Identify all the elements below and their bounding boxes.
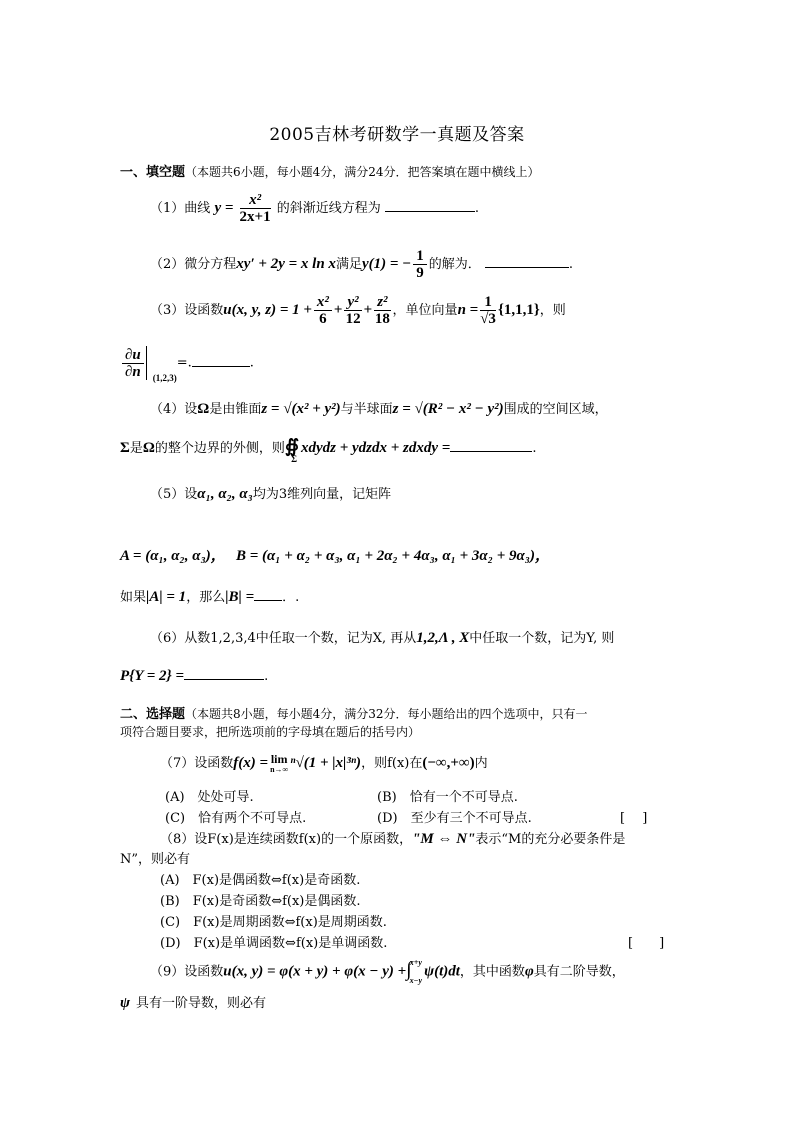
question-4 <box>150 398 608 418</box>
section-2-note-1: （本题共8小题，每小题4分，满分32分．每小题给出的四个选项中，只有一 <box>185 707 588 721</box>
q4-text-3: 与半球面 <box>340 402 393 417</box>
q3-partial-fraction <box>122 347 144 380</box>
q3-lhs: u(x, y, z) = 1 + <box>223 302 312 318</box>
q8-number: （8） <box>160 832 195 847</box>
q3-equals: =. <box>176 355 192 371</box>
question-9 <box>150 958 625 986</box>
q3-text-2: ，单位向量 <box>392 303 458 318</box>
q4-cone: z = √(x² + y²) <box>261 401 341 417</box>
q8-line-2: N”，则必有 <box>120 852 191 867</box>
q4-integral-sub: Σ <box>291 454 297 464</box>
q9-text: 设函数 <box>184 964 224 980</box>
q8-option-a[interactable]: (A) F(x)是偶函数⇔f(x)是奇函数. <box>160 873 361 888</box>
q3-f2-den: 12 <box>345 311 361 327</box>
question-5-det <box>120 586 299 606</box>
q7-function: f(x) = <box>233 755 269 771</box>
q9-phi: φ <box>524 963 534 980</box>
q7-number: （7） <box>160 756 195 771</box>
q9-number: （9） <box>150 964 185 980</box>
q5-number: （5） <box>150 487 185 502</box>
section-1-heading <box>120 161 540 180</box>
q4-integral-sign: ∯ <box>284 436 300 456</box>
q6-end: . <box>264 669 269 684</box>
q6-probability: P{Y = 2} = <box>120 668 185 684</box>
q2-condition: y(1) = − <box>361 256 412 272</box>
q7-text-2: ，则f(x)在 <box>361 756 423 771</box>
q6-answer-blank[interactable] <box>184 669 264 680</box>
section-1-label: 一、填空题 <box>120 165 186 180</box>
question-5-matrices <box>120 544 550 565</box>
q3-plus-1: + <box>333 302 343 318</box>
q5-det-b: |B| = <box>225 589 255 605</box>
q7-root: ⁿ√(1 + |x|³ⁿ) <box>290 755 362 771</box>
q1-lhs: y = <box>214 200 234 216</box>
q8-option-c[interactable]: (C) F(x)是周期函数⇔f(x)是周期函数. <box>160 915 387 930</box>
q5-matrix-a: A = (α₁, α₂, α₃)， <box>120 548 226 564</box>
q3-partial-num: ∂u <box>122 347 144 364</box>
q7-answer-bracket[interactable]: [ ] <box>620 811 648 826</box>
question-3-derivative <box>120 346 254 383</box>
q3-vector-set: {1,1,1} <box>497 302 540 318</box>
question-9-line-2 <box>120 992 266 1012</box>
question-4-line-2 <box>120 436 536 464</box>
q4-text-4: 围成的空间区域， <box>503 402 608 417</box>
section-2-heading <box>120 703 588 722</box>
q3-number: （3） <box>150 303 185 318</box>
q4-text: 设 <box>184 402 198 417</box>
q2-text-2: 满足 <box>335 257 362 272</box>
q1-fraction <box>240 192 271 225</box>
q3-vfrac-num: 1 <box>480 294 496 311</box>
question-5 <box>150 483 391 503</box>
q9-psi: ψ <box>120 995 131 1011</box>
q2-number: （2） <box>150 257 185 272</box>
q3-answer-blank[interactable] <box>192 356 250 367</box>
q4-omega: Ω <box>197 401 210 417</box>
question-7 <box>160 752 488 774</box>
q2-frac-den: 9 <box>416 265 424 281</box>
q8-option-b[interactable]: (B) F(x)是奇函数⇔f(x)是偶函数. <box>160 894 361 909</box>
q9-function: u(x, y) = φ(x + y) + φ(x − y) + <box>223 963 407 980</box>
question-1 <box>150 192 479 225</box>
q1-text-2: 的斜渐近线方程为 <box>276 201 381 216</box>
q7-option-c[interactable]: (C) 恰有两个不可导点. <box>165 811 307 826</box>
q6-text: 从数1,2,3,4中任取一个数，记为X, 再从 <box>184 631 417 646</box>
q3-partial-den: ∂n <box>125 363 141 380</box>
q4-omega-2: Ω <box>142 440 155 456</box>
q4-integrand: xdydz + ydzdx + zdxdy = <box>300 440 451 456</box>
q2-end: . <box>568 257 574 272</box>
q6-number: （6） <box>150 631 185 646</box>
q4-end: . <box>532 441 537 456</box>
q3-fraction-1 <box>314 294 332 327</box>
q7-limit <box>270 753 288 774</box>
q3-f3-den: 18 <box>374 311 390 327</box>
q5-text-3: 如果 <box>120 590 147 605</box>
q9-text-3: 具有二阶导数， <box>533 964 625 980</box>
q3-f1-num: x² <box>314 294 332 311</box>
q4-text-2: 是由锥面 <box>209 402 262 417</box>
q4-sphere: z = √(R² − x² − y²) <box>392 401 504 417</box>
q1-frac-den: 2x+1 <box>239 209 271 225</box>
q6-text-2: 中任取一个数，记为Y, 则 <box>469 631 615 646</box>
q4-text-6: 的整个边界的外侧，则 <box>154 441 285 456</box>
q7-lim-sub: n→∞ <box>270 765 289 774</box>
q5-end: ．. <box>282 590 300 605</box>
section-2-label: 二、选择题 <box>120 707 186 722</box>
q2-answer-blank[interactable] <box>485 257 569 268</box>
q2-fraction <box>413 248 427 281</box>
q5-text: 设 <box>184 487 198 502</box>
question-8 <box>160 828 625 848</box>
q7-option-d[interactable]: (D) 至少有三个不可导点. <box>377 811 532 826</box>
q4-sigma: Σ <box>120 440 130 456</box>
q7-option-a[interactable]: (A) 处处可导. <box>165 790 254 805</box>
q8-answer-bracket[interactable]: [ ] <box>628 936 665 951</box>
q8-mn: "M ⇔ N" <box>412 831 476 847</box>
q5-answer-blank[interactable] <box>254 590 282 601</box>
q8-option-d[interactable]: (D) F(x)是单调函数⇔f(x)是单调函数. <box>160 936 388 951</box>
q7-option-b[interactable]: (B) 恰有一个不可导点. <box>377 790 518 805</box>
q9-integral-sign: ∫ <box>406 958 412 981</box>
q3-eval-bar <box>146 346 147 380</box>
q5-text-4: ，那么 <box>186 590 226 605</box>
q5-matrix-b: B = (α₁ + α₂ + α₃, α₁ + 2α₂ + 4α₃, α₁ + 3α₂ + 9α₃)， <box>235 548 551 564</box>
q3-f1-den: 6 <box>319 311 327 327</box>
q7-text: 设函数 <box>194 756 234 771</box>
q3-f2-num: y² <box>344 294 361 311</box>
q7-interval: (−∞,+∞) <box>422 755 475 771</box>
q7-lim: lim <box>270 752 288 766</box>
question-6-line-2 <box>120 668 268 685</box>
section-2-note-2: 项符合题目要求，把所选项前的字母填在题后的括号内） <box>120 725 421 739</box>
q1-number: （1） <box>150 201 185 216</box>
q4-number: （4） <box>150 402 185 417</box>
q9-upper-limit: x+y <box>409 958 422 967</box>
q3-f3-num: z² <box>374 294 390 311</box>
q4-answer-blank[interactable] <box>450 441 532 452</box>
q3-end: . <box>249 355 254 371</box>
q9-integrand: ψ(t)dt <box>424 963 460 980</box>
section-1-note: （本题共6小题，每小题4分，满分24分．把答案填在题中横线上） <box>185 165 540 179</box>
page-title: 2005吉林考研数学一真题及答案 <box>269 125 525 145</box>
q3-text-3: ，则 <box>539 303 566 318</box>
q3-fraction-2 <box>344 294 361 327</box>
q1-answer-blank[interactable] <box>385 201 475 212</box>
q3-text: 设函数 <box>184 303 224 318</box>
q6-sequence: 1,2,Λ , X <box>416 630 470 646</box>
q3-vfrac-den: √3 <box>480 311 496 327</box>
q7-text-3: 内 <box>474 756 488 771</box>
q3-plus-2: + <box>363 302 373 318</box>
q5-text-2: 均为3维列向量，记矩阵 <box>252 487 392 502</box>
q8-text-2: 表示“M的充分必要条件是 <box>475 832 626 847</box>
q2-equation: xy′ + 2y = x ln x <box>236 256 336 272</box>
q4-text-5: 是 <box>129 441 143 456</box>
q1-frac-num: x² <box>240 192 271 209</box>
question-2 <box>150 248 573 281</box>
q3-vector-fraction <box>480 294 496 327</box>
q3-vector: n = <box>457 302 479 318</box>
question-6 <box>150 627 614 647</box>
q1-text: 曲线 <box>184 201 211 216</box>
q3-fraction-3 <box>374 294 390 327</box>
q2-text-3: 的解为． <box>428 257 481 272</box>
q9-text-4: 具有一阶导数，则必有 <box>136 996 267 1011</box>
q3-eval-point: (1,2,3) <box>152 372 177 383</box>
q1-end: . <box>474 201 480 216</box>
q2-frac-num: 1 <box>413 248 427 265</box>
q5-alphas: α₁, α₂, α₃ <box>197 486 253 502</box>
question-3 <box>150 294 566 327</box>
q2-text: 微分方程 <box>184 257 237 272</box>
q9-text-2: ，其中函数 <box>459 964 525 980</box>
q8-text: 设F(x)是连续函数f(x)的一个原函数， <box>194 832 413 847</box>
q9-integral-limits <box>410 958 422 986</box>
q5-det-a: |A| = 1 <box>146 589 187 605</box>
q9-lower-limit: x−y <box>409 976 423 985</box>
